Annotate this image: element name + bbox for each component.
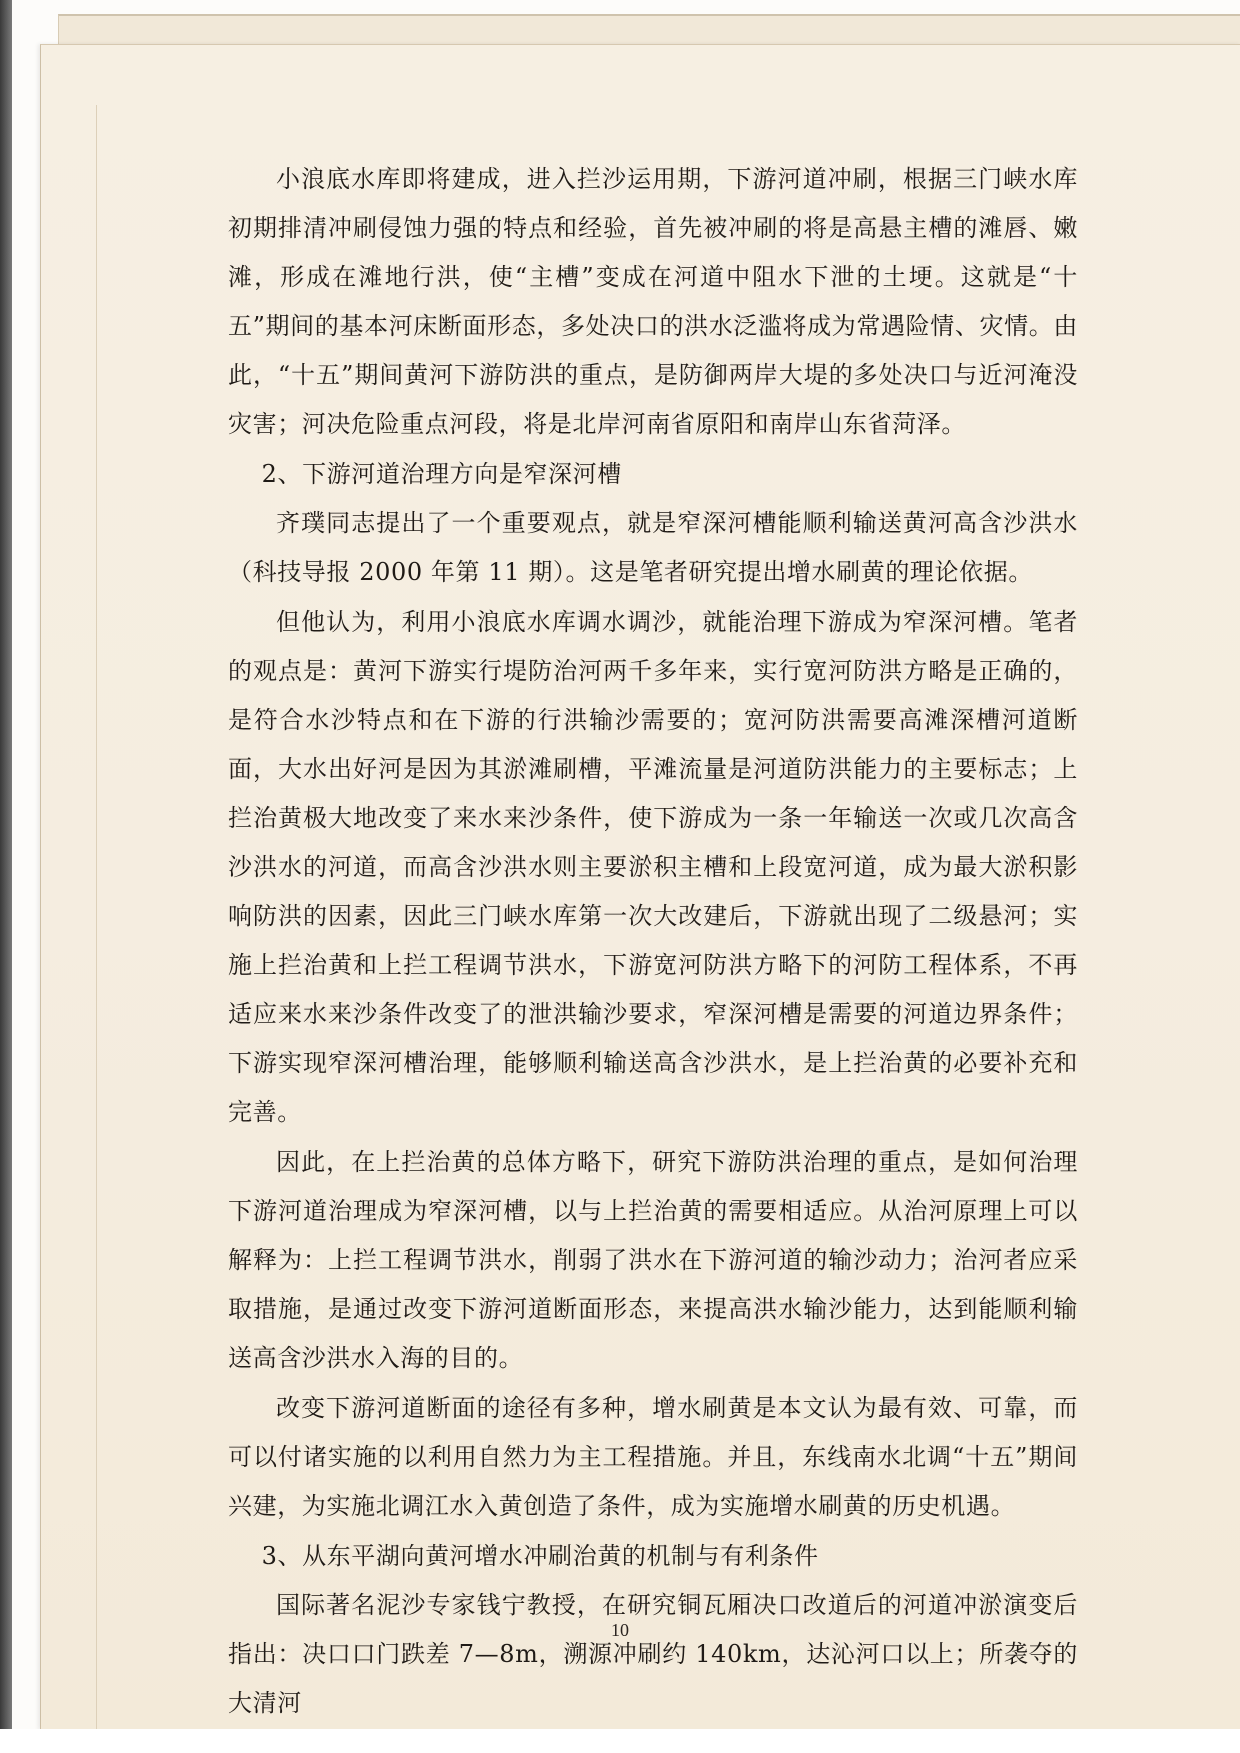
section-heading-3: 3、从东平湖向黄河增水冲刷治黄的机制与有利条件	[261, 1542, 819, 1570]
body-text	[228, 155, 1078, 1729]
paragraph-methods: 改变下游河道断面的途径有多种，增水刷黄是本文认为最有效、可靠，而可以付诸实施的以利用自然力为主工程措施。并且，东线南水北调“十五”期间兴建，为实施北调江水入黄创造了条件，成为实施增水刷黄的历史机遇。	[228, 1394, 1078, 1520]
paragraph-qianning: 国际著名泥沙专家钱宁教授，在研究铜瓦厢决口改道后的河道冲淤演变后指出：决口口门跌差 7—8m，溯源冲刷约 140km，达沁河口以上；所袭夺的大清河	[228, 1591, 1078, 1717]
sheet-margin-line	[96, 105, 97, 1753]
paragraph-xiaolangdi: 小浪底水库即将建成，进入拦沙运用期，下游河道冲刷，根据三门峡水库初期排清冲刷侵蚀力强的特点和经验，首先被冲刷的将是高悬主槽的滩唇、嫩滩，形成在滩地行洪，使“主槽”变成在河道中阻水下泄的土埂。这就是“十五”期间的基本河床断面形态，多处决口的洪水泛滥将成为常遇险情、灾情。由此，“十五”期间黄河下游防洪的重点，是防御两岸大堤的多处决口与近河淹没灾害；河决危险重点河段，将是北岸河南省原阳和南岸山东省菏泽。	[228, 165, 1078, 438]
scan-bottom-margin	[0, 1729, 1240, 1753]
paragraph-author-view: 但他认为，利用小浪底水库调水调沙，就能治理下游成为窄深河槽。笔者的观点是：黄河下游实行堤防治河两千多年来，实行宽河防洪方略是正确的，是符合水沙特点和在下游的行洪输沙需要的；宽河防洪需要高滩深槽河道断面，大水出好河是因为其淤滩刷槽，平滩流量是河道防洪能力的主要标志；上拦治黄极大地改变了来水来沙条件，使下游成为一条一年输送一次或几次高含沙洪水的河道，而高含沙洪水则主要淤积主槽和上段宽河道，成为最大淤积影响防洪的因素，因此三门峡水库第一次大改建后，下游就出现了二级悬河；实施上拦治黄和上拦工程调节洪水，下游宽河防洪方略下的河防工程体系，不再适应来水来沙条件改变了的泄洪输沙要求，窄深河槽是需要的河道边界条件；下游实现窄深河槽治理，能够顺利输送高含沙洪水，是上拦治黄的必要补充和完善。	[228, 608, 1078, 1126]
scanner-edge	[0, 0, 12, 1753]
paragraph-qipu: 齐璞同志提出了一个重要观点，就是窄深河槽能顺利输送黄河高含沙洪水（科技导报 2000 年第 11 期）。这是笔者研究提出增水刷黄的理论依据。	[228, 509, 1078, 586]
section-heading-2: 2、下游河道治理方向是窄深河槽	[261, 460, 622, 488]
page-number: 10	[611, 1620, 629, 1640]
paragraph-therefore: 因此，在上拦治黄的总体方略下，研究下游防洪治理的重点，是如何治理下游河道治理成为窄深河槽，以与上拦治黄的需要相适应。从治河原理上可以解释为：上拦工程调节洪水，削弱了洪水在下游河道的输沙动力；治河者应采取措施，是通过改变下游河道断面形态，来提高洪水输沙能力，达到能顺利输送高含沙洪水入海的目的。	[228, 1148, 1078, 1372]
